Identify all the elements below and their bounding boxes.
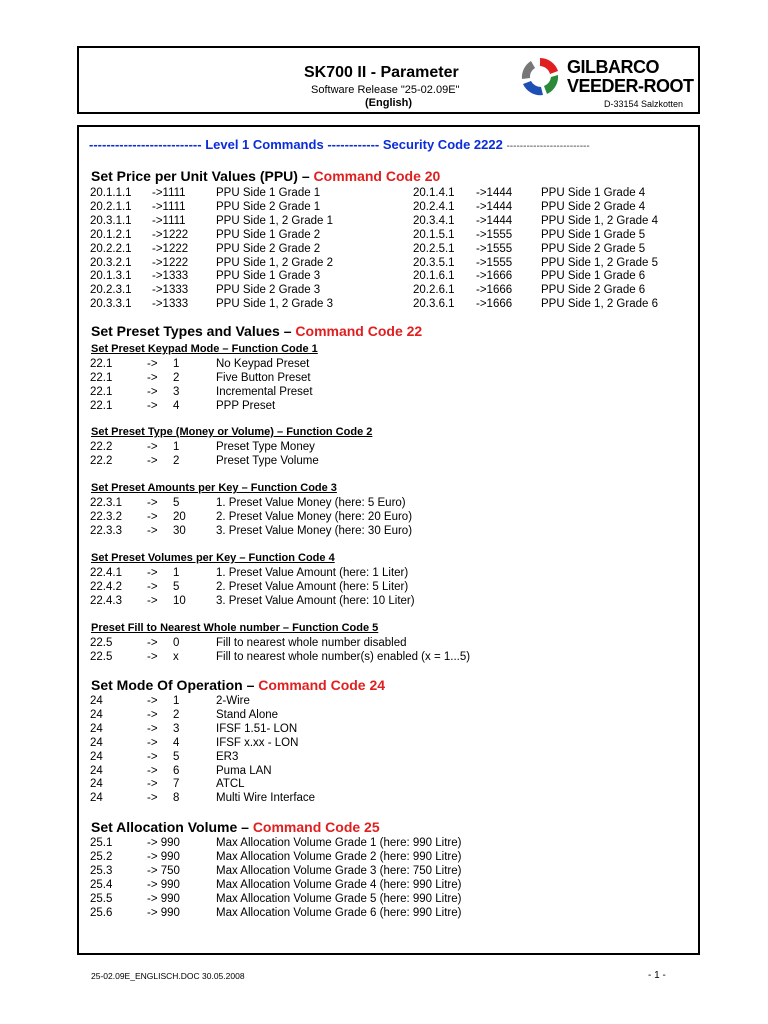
table-cell: 20.2.4.1 (413, 200, 455, 213)
table-cell: No Keypad Preset (216, 358, 310, 370)
table-cell: PPU Side 1 Grade 4 (541, 187, 646, 199)
section-title-text: Set Preset Types and Values – (91, 323, 296, 339)
table-cell: 25.3 (90, 864, 113, 877)
table-cell: PPU Side 1 Grade 5 (541, 228, 646, 241)
table-cell: 20.2.6.1 (413, 284, 455, 297)
table-cell: ER3 (216, 750, 239, 763)
table-cell: ->1666 (476, 298, 513, 311)
table-cell: 20.2.3.1 (90, 284, 132, 297)
table-cell: -> (147, 708, 158, 721)
table-cell: Max Allocation Volume Grade 5 (here: 990 Litre) (216, 892, 462, 905)
section-title-mode (91, 677, 385, 693)
table-cell: ->1111 (152, 187, 186, 199)
table-cell: -> (147, 497, 158, 509)
table-cell: 20.1.4.1 (413, 187, 455, 199)
level-dash-left: -------------------------- (89, 137, 202, 152)
table-cell: Max Allocation Volume Grade 2 (here: 990 Litre) (216, 850, 462, 863)
table-cell: -> 990 (147, 878, 180, 891)
table-cell: -> 990 (147, 906, 180, 919)
parameter-content (77, 125, 700, 955)
table-cell: 1 (173, 695, 180, 707)
table-cell: PPU Side 1, 2 Grade 3 (216, 298, 333, 311)
table-cell: 24 (90, 764, 103, 777)
table-cell: 2 (173, 371, 180, 384)
table-cell: 3 (173, 385, 180, 398)
table-cell: 2-Wire (216, 695, 250, 707)
section-title-allocation (91, 819, 380, 835)
command-code: Command Code 25 (252, 819, 380, 835)
table-cell: PPU Side 1, 2 Grade 4 (541, 214, 658, 227)
table-cell: -> (147, 580, 158, 593)
table-cell: 6 (173, 764, 180, 777)
table-cell: PPU Side 2 Grade 1 (216, 200, 321, 213)
table-cell: 20.2.2.1 (90, 242, 132, 255)
table-cell: -> (147, 778, 158, 791)
gilbarco-logo-icon (517, 54, 563, 100)
command-code: Command Code 24 (258, 677, 386, 693)
table-cell: -> (147, 722, 158, 735)
table-cell: -> (147, 736, 158, 749)
table-cell: ATCL (216, 778, 245, 791)
level-heading (89, 137, 590, 152)
table-cell: 5 (173, 750, 180, 763)
table-cell: 20.2.5.1 (413, 242, 455, 255)
table-cell: Stand Alone (216, 708, 279, 721)
table-cell: PPU Side 1, 2 Grade 2 (216, 256, 333, 269)
table-cell: Max Allocation Volume Grade 4 (here: 990 Litre) (216, 878, 462, 891)
table-cell: PPU Side 1, 2 Grade 5 (541, 256, 658, 269)
table-cell: -> 990 (147, 837, 180, 849)
table-cell: ->1444 (476, 187, 513, 199)
table-cell: 1. Preset Value Amount (here: 1 Liter) (216, 567, 409, 579)
table-cell: 20.1.2.1 (90, 228, 132, 241)
table-cell: ->1444 (476, 214, 513, 227)
software-release: Software Release "25-02.09E" (311, 84, 460, 96)
table-cell: PPP Preset (216, 399, 276, 412)
logo-city: D-33154 Salzkotten (604, 99, 684, 109)
table-cell: 24 (90, 722, 103, 735)
table-cell: 20 (173, 510, 186, 523)
table-cell: 24 (90, 792, 103, 805)
table-cell: 20.3.5.1 (413, 256, 455, 269)
table-cell: -> (147, 524, 158, 537)
table-cell: 2 (173, 454, 180, 467)
table-cell: 22.4.1 (90, 567, 122, 579)
table-cell: 3. Preset Value Amount (here: 10 Liter) (216, 594, 415, 607)
table-cell: -> (147, 510, 158, 523)
subsection-title: Preset Fill to Nearest Whole number – Function Code 5 (91, 622, 379, 634)
table-cell: -> (147, 441, 158, 453)
section-title-preset (91, 323, 422, 339)
table-cell: Preset Type Money (216, 441, 315, 453)
table-cell: 3 (173, 722, 180, 735)
table-cell: 10 (173, 594, 186, 607)
table-cell: ->1666 (476, 284, 513, 297)
table-cell: -> (147, 792, 158, 805)
table-cell: -> (147, 454, 158, 467)
subsection-title: Set Preset Volumes per Key – Function Code 4 (91, 552, 335, 564)
table-cell: -> (147, 637, 158, 649)
table-cell: 0 (173, 637, 180, 649)
security-code: Security Code 2222 (382, 137, 503, 152)
table-cell: PPU Side 2 Grade 5 (541, 242, 646, 255)
table-cell: PPU Side 1, 2 Grade 6 (541, 298, 658, 311)
subsection-title: Set Preset Amounts per Key – Function Code 3 (91, 482, 337, 494)
command-code: Command Code 20 (313, 168, 441, 184)
table-cell: Preset Type Volume (216, 454, 319, 467)
table-cell: -> 750 (147, 864, 180, 877)
table-cell: IFSF 1.51- LON (216, 722, 298, 735)
table-cell: Max Allocation Volume Grade 3 (here: 750 Litre) (216, 864, 462, 877)
table-cell: Max Allocation Volume Grade 6 (here: 990 Litre) (216, 906, 462, 919)
table-cell: -> (147, 567, 158, 579)
table-cell: 5 (173, 497, 180, 509)
table-cell: 22.5 (90, 650, 113, 663)
table-cell: 2. Preset Value Amount (here: 5 Liter) (216, 580, 409, 593)
table-cell: 22.3.1 (90, 497, 122, 509)
table-cell: 1 (173, 358, 180, 370)
level-label: Level 1 Commands (205, 137, 324, 152)
table-cell: Five Button Preset (216, 371, 311, 384)
table-cell: ->1666 (476, 270, 513, 283)
table-cell: 30 (173, 524, 186, 537)
table-cell: 25.4 (90, 878, 113, 891)
table-cell: ->1333 (152, 270, 189, 283)
table-cell: 20.1.1.1 (90, 187, 132, 199)
table-cell: 2 (173, 708, 180, 721)
table-cell: 20.1.6.1 (413, 270, 455, 283)
table-cell: ->1111 (152, 214, 186, 227)
section-title-text: Set Allocation Volume – (91, 819, 253, 835)
table-cell: x (173, 650, 179, 663)
table-cell: -> (147, 594, 158, 607)
section-title-text: Set Price per Unit Values (PPU) – (91, 168, 314, 184)
document-title: SK700 II - Parameter (304, 64, 459, 81)
table-cell: PPU Side 2 Grade 4 (541, 200, 646, 213)
table-cell: 1 (173, 441, 180, 453)
table-cell: ->1555 (476, 228, 513, 241)
table-cell: 7 (173, 778, 180, 791)
table-cell: 20.1.5.1 (413, 228, 455, 241)
table-cell: 22.1 (90, 371, 113, 384)
table-cell: 5 (173, 580, 180, 593)
table-cell: -> (147, 764, 158, 777)
table-cell: PPU Side 1 Grade 1 (216, 187, 321, 199)
table-cell: 22.1 (90, 385, 113, 398)
table-cell: -> 990 (147, 850, 180, 863)
section-title-ppu (91, 168, 440, 184)
table-cell: 22.5 (90, 637, 113, 649)
table-cell: 8 (173, 792, 180, 805)
table-cell: Fill to nearest whole number disabled (216, 637, 407, 649)
logo-text-veeder-root: VEEDER-ROOT (567, 76, 694, 96)
subsection-title: Set Preset Type (Money or Volume) – Function Code 2 (91, 426, 373, 438)
table-cell: 25.6 (90, 906, 113, 919)
table-cell: -> (147, 358, 158, 370)
table-cell: ->1111 (152, 200, 186, 213)
table-cell: 24 (90, 708, 103, 721)
table-cell: ->1333 (152, 284, 189, 297)
table-cell: 20.3.3.1 (90, 298, 132, 311)
footer-page-number: - 1 - (648, 970, 666, 981)
section-title-text: Set Mode Of Operation – (91, 677, 259, 693)
table-cell: 24 (90, 736, 103, 749)
table-cell: ->1222 (152, 256, 189, 269)
table-cell: ->1555 (476, 256, 513, 269)
table-cell: -> (147, 695, 158, 707)
level-dash-right: ------------------------- (506, 141, 590, 152)
table-cell: 22.4.3 (90, 594, 122, 607)
table-cell: PPU Side 1 Grade 6 (541, 270, 646, 283)
level-dash-mid: ------------ (327, 137, 380, 152)
language-label: (English) (365, 97, 413, 109)
table-cell: PPU Side 1 Grade 3 (216, 270, 321, 283)
table-cell: ->1333 (152, 298, 189, 311)
table-cell: 20.3.6.1 (413, 298, 455, 311)
table-cell: -> (147, 385, 158, 398)
table-cell: 1 (173, 567, 180, 579)
table-cell: 4 (173, 399, 180, 412)
table-cell: PPU Side 2 Grade 3 (216, 284, 321, 297)
table-cell: 2. Preset Value Money (here: 20 Euro) (216, 510, 413, 523)
table-cell: -> (147, 650, 158, 663)
table-cell: 22.2 (90, 441, 113, 453)
subsection-title: Set Preset Keypad Mode – Function Code 1 (91, 343, 318, 355)
table-cell: 24 (90, 778, 103, 791)
table-cell: 25.2 (90, 850, 113, 863)
table-cell: ->1222 (152, 242, 189, 255)
table-cell: 22.4.2 (90, 580, 122, 593)
table-cell: 25.5 (90, 892, 113, 905)
table-cell: 25.1 (90, 837, 113, 849)
table-cell: Puma LAN (216, 764, 272, 777)
table-cell: ->1222 (152, 228, 189, 241)
table-cell: IFSF x.xx - LON (216, 736, 299, 749)
table-cell: 22.3.3 (90, 524, 122, 537)
table-cell: 22.1 (90, 358, 113, 370)
table-cell: -> 990 (147, 892, 180, 905)
table-cell: -> (147, 399, 158, 412)
table-cell: 20.3.1.1 (90, 214, 132, 227)
table-cell: Incremental Preset (216, 385, 313, 398)
table-cell: PPU Side 2 Grade 2 (216, 242, 321, 255)
table-cell: -> (147, 371, 158, 384)
table-cell: 1. Preset Value Money (here: 5 Euro) (216, 497, 406, 509)
table-cell: 20.2.1.1 (90, 200, 132, 213)
logo-text-gilbarco: GILBARCO (567, 57, 659, 77)
table-cell: 20.3.4.1 (413, 214, 455, 227)
table-cell: 20.3.2.1 (90, 256, 132, 269)
table-cell: PPU Side 1 Grade 2 (216, 228, 321, 241)
command-code: Command Code 22 (295, 323, 423, 339)
table-cell: PPU Side 2 Grade 6 (541, 284, 646, 297)
table-cell: ->1555 (476, 242, 513, 255)
table-cell: Fill to nearest whole number(s) enabled (x = 1...5) (216, 650, 471, 663)
table-cell: 24 (90, 750, 103, 763)
table-cell: PPU Side 1, 2 Grade 1 (216, 214, 333, 227)
table-cell: 3. Preset Value Money (here: 30 Euro) (216, 524, 413, 537)
table-cell: Max Allocation Volume Grade 1 (here: 990 Litre) (216, 837, 462, 849)
footer-doc-info: 25-02.09E_ENGLISCH.DOC 30.05.2008 (91, 971, 245, 981)
document-header (77, 46, 700, 114)
table-cell: 22.3.2 (90, 510, 122, 523)
table-cell: 22.1 (90, 399, 113, 412)
table-cell: Multi Wire Interface (216, 792, 316, 805)
table-cell: 20.1.3.1 (90, 270, 132, 283)
table-cell: -> (147, 750, 158, 763)
table-cell: 24 (90, 695, 103, 707)
table-cell: 4 (173, 736, 180, 749)
table-cell: 22.2 (90, 454, 113, 467)
table-cell: ->1444 (476, 200, 513, 213)
